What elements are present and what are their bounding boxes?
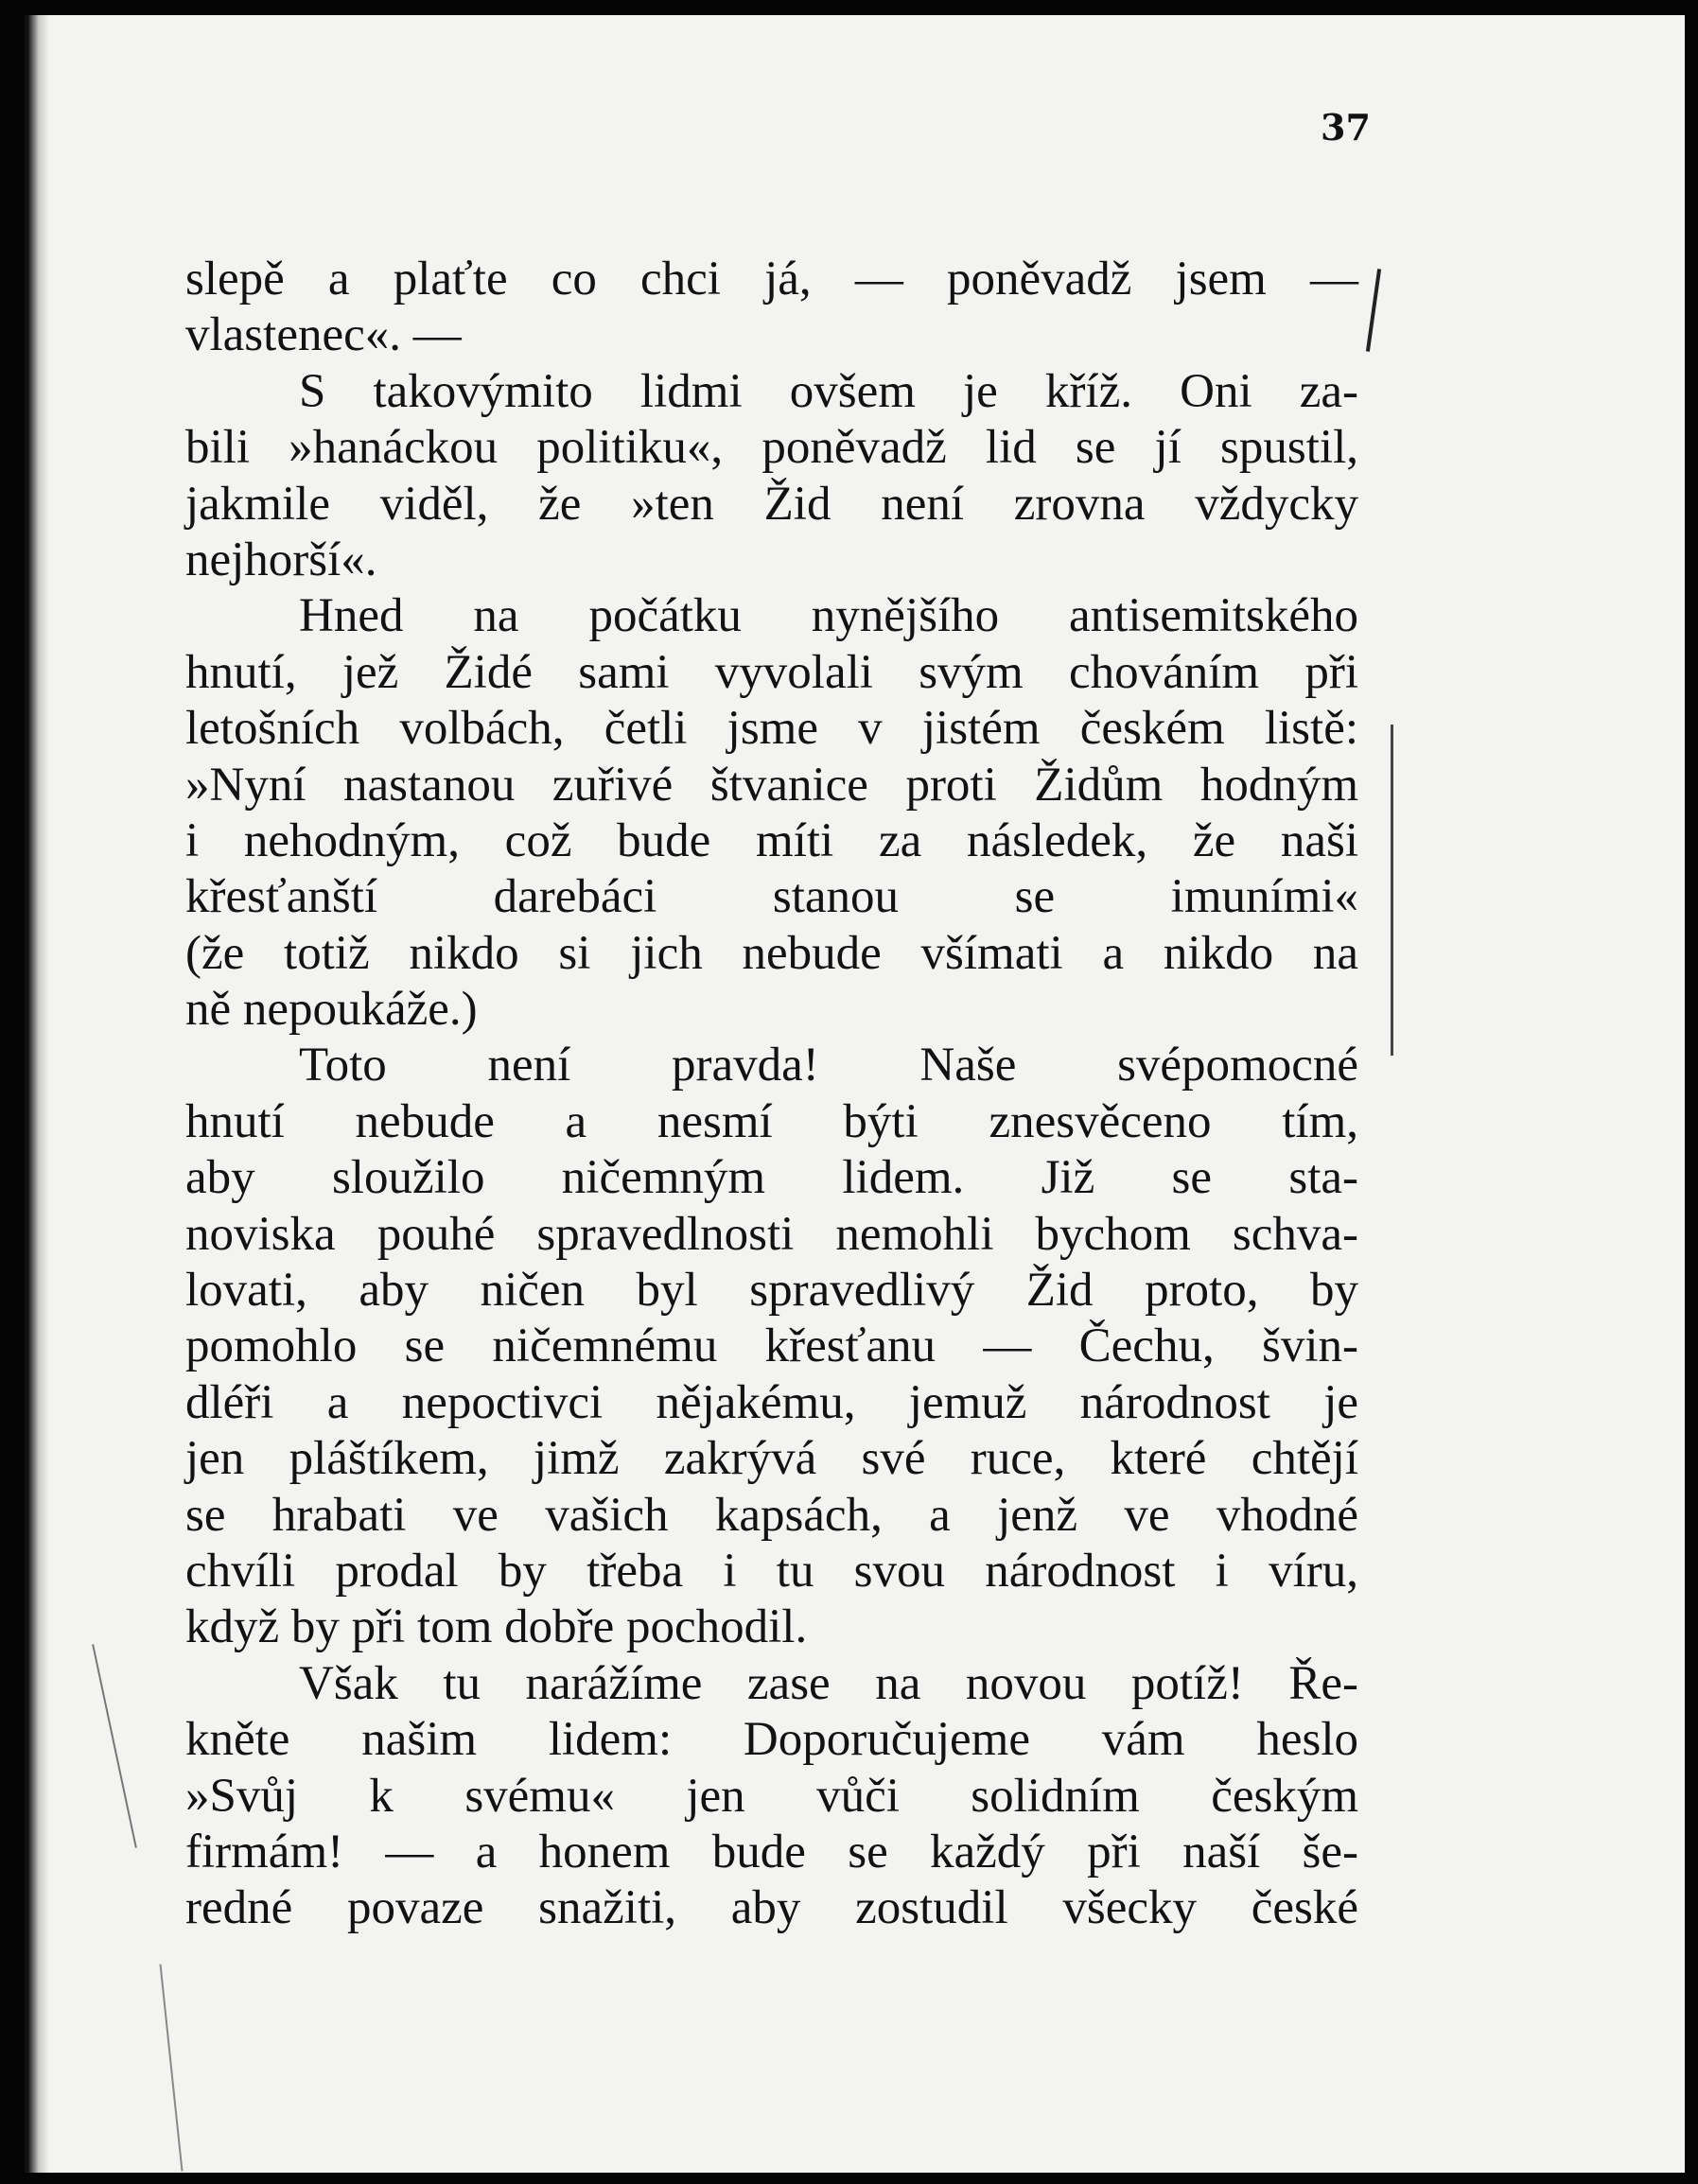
margin-scan-line-2 xyxy=(160,1964,184,2171)
page-spine-shadow xyxy=(28,15,49,2173)
margin-line-mark xyxy=(1391,725,1393,1056)
text-line: se hrabati ve vašich kapsách, a jenž ve vhodné xyxy=(185,1488,1358,1542)
text-line: aby sloužilo ničemným lidem. Již se sta- xyxy=(185,1151,1358,1205)
text-line: lovati, aby ničen byl spravedlivý Žid proto, by xyxy=(185,1264,1358,1318)
text-line: letošních volbách, četli jsme v jistém českém listě: xyxy=(185,702,1358,756)
text-line: kněte našim lidem: Doporučujeme vám heslo xyxy=(185,1713,1358,1767)
text-line: bili »hanáckou politiku«, poněvadž lid se jí spustil, xyxy=(185,421,1358,475)
body-text xyxy=(185,252,1358,1937)
text-line: jen pláštíkem, jimž zakrývá své ruce, které chtějí xyxy=(185,1432,1358,1486)
text-line: vlastenec«. — xyxy=(185,308,462,362)
text-line: S takovýmito lidmi ovšem je kříž. Oni za- xyxy=(299,364,1358,418)
text-line: i nehodným, což bude míti za následek, že naši xyxy=(185,813,1358,867)
text-line: noviska pouhé spravedlnosti nemohli bychom schva- xyxy=(185,1207,1358,1261)
margin-scan-line xyxy=(92,1644,137,1848)
text-line: když by při tom dobře pochodil. xyxy=(185,1600,808,1654)
text-line: ně nepoukáže.) xyxy=(185,983,478,1037)
text-line: pomohlo se ničemnému křesťanu — Čechu, švin- xyxy=(185,1319,1358,1373)
text-line: dléři a nepoctivci nějakému, jemuž národnost je xyxy=(185,1375,1358,1429)
text-line: Hned na počátku nynějšího antisemitského xyxy=(299,589,1358,643)
page-number: 37 xyxy=(1321,106,1371,149)
book-page xyxy=(25,15,1685,2173)
text-line: »Nyní nastanou zuřivé štvanice proti Židům hodným xyxy=(185,758,1358,812)
text-line: křesťanští darebáci stanou se imuními« xyxy=(185,870,1358,924)
text-line: chvíli prodal by třeba i tu svou národnost i víru, xyxy=(185,1544,1358,1598)
text-line: hnutí, jež Židé sami vyvolali svým chováním při xyxy=(185,645,1358,699)
text-line: jakmile viděl, že »ten Žid není zrovna vždycky xyxy=(185,477,1358,531)
text-line: slepě a plaťte co chci já, — poněvadž jsem — xyxy=(185,253,1358,306)
text-line: redné povaze snažiti, aby zostudil všecky české xyxy=(185,1881,1358,1935)
text-line: Toto není pravda! Naše svépomocné xyxy=(299,1039,1358,1092)
text-line: Však tu narážíme zase na novou potíž! Ře- xyxy=(299,1656,1358,1710)
text-line: (že totiž nikdo si jich nebude všímati a nikdo na xyxy=(185,926,1358,980)
text-line: »Svůj k svému« jen vůči solidním českým xyxy=(185,1769,1358,1823)
margin-tick-mark xyxy=(1366,269,1381,352)
text-line: firmám! — a honem bude se každý při naší še- xyxy=(185,1825,1358,1878)
text-line: nejhorší«. xyxy=(185,533,377,586)
text-line: hnutí nebude a nesmí býti znesvěceno tím, xyxy=(185,1094,1358,1148)
